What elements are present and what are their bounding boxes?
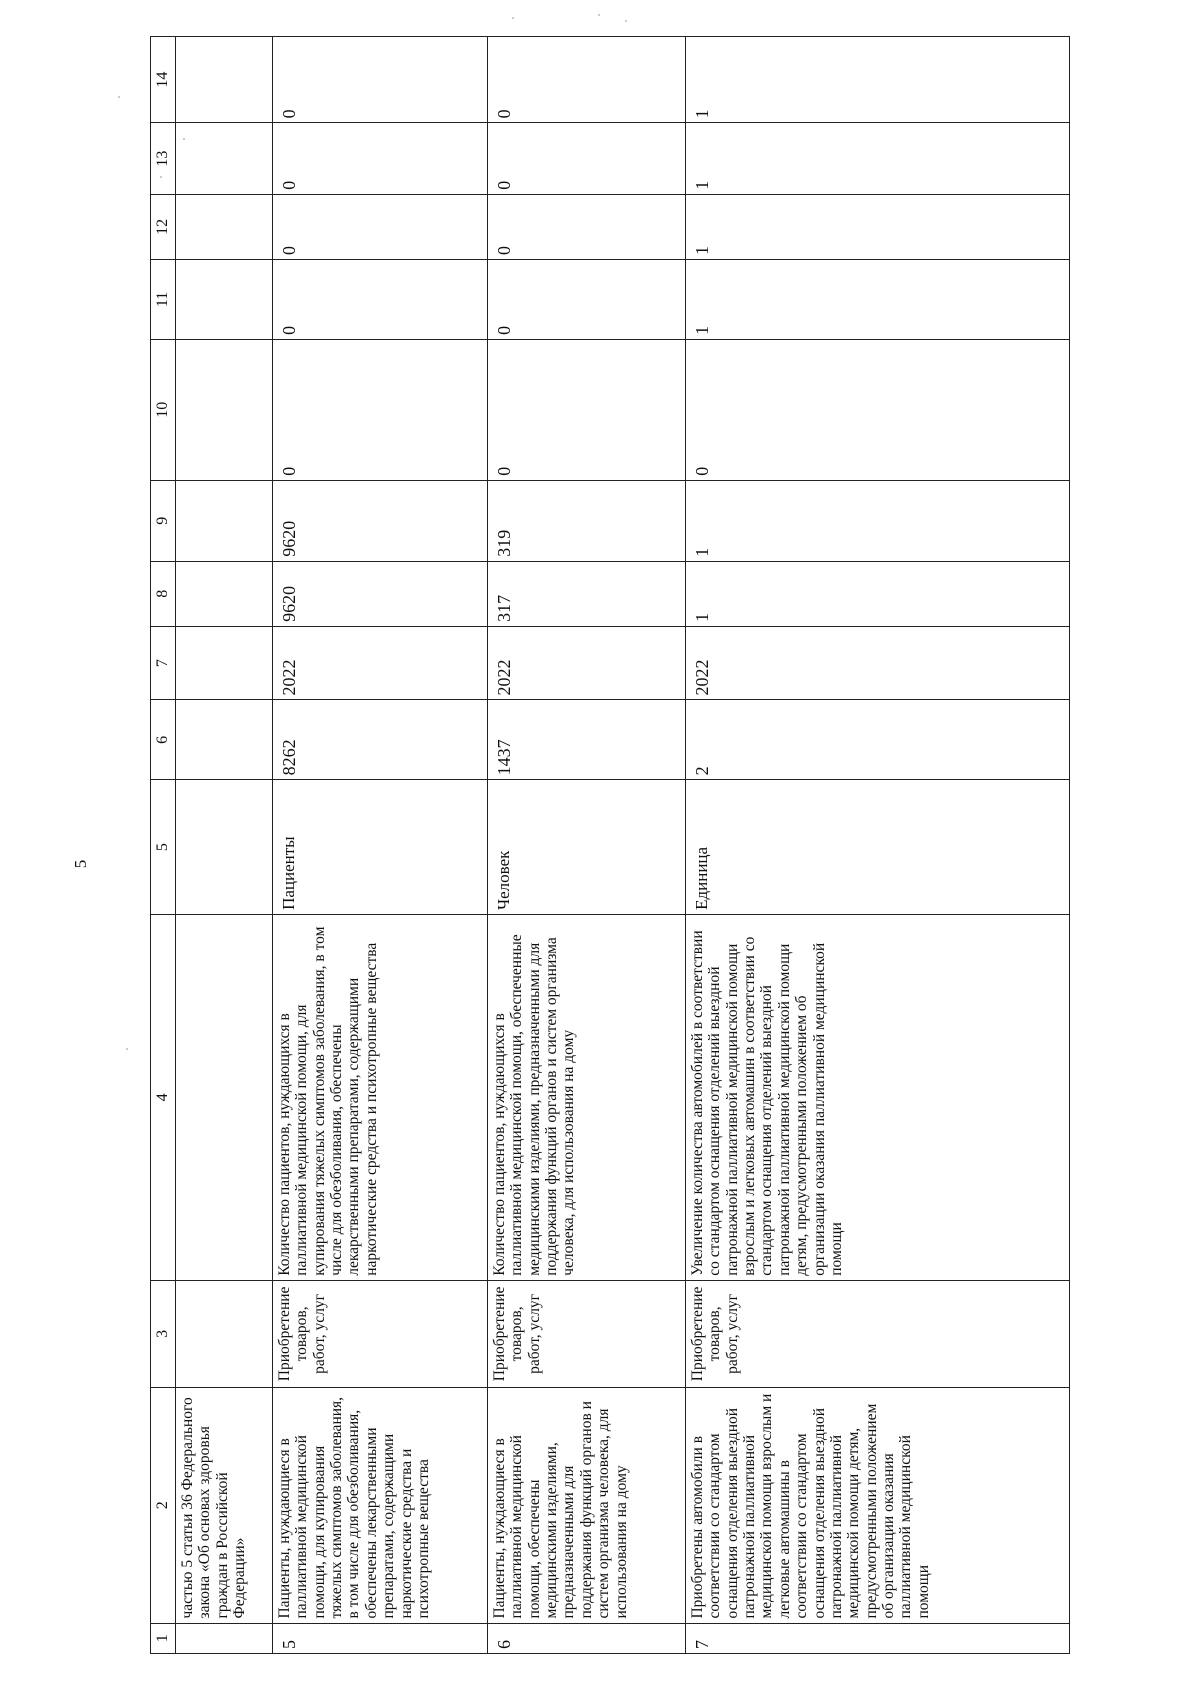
- scan-speck: [126, 1048, 128, 1050]
- header-col-11: 11: [151, 259, 176, 339]
- value-col-8: 9620: [273, 561, 488, 626]
- row-number: 5: [273, 1623, 488, 1653]
- indicators-table: [150, 36, 1070, 1654]
- cell-empty: [176, 37, 273, 123]
- table-row: [686, 37, 1070, 1654]
- cell-empty: [176, 780, 273, 915]
- scan-speck: [512, 17, 514, 19]
- header-col-14: 14: [151, 37, 176, 123]
- header-col-9: 9: [151, 480, 176, 561]
- unit-cell: Человек: [488, 780, 686, 915]
- value-col-8: 317: [488, 561, 686, 626]
- header-col-13: 13: [151, 123, 176, 194]
- table-row: [488, 37, 686, 1654]
- value-col-12: 0: [273, 194, 488, 259]
- value-col-10: 0: [488, 339, 686, 480]
- type-cell: Приобретение товаров, работ, услуг: [273, 1280, 488, 1387]
- header-col-6: 6: [151, 700, 176, 780]
- header-col-2: 2: [151, 1388, 176, 1624]
- cell-empty: [176, 194, 273, 259]
- cell-empty: [176, 339, 273, 480]
- indicator-cell: Количество пациентов, нуждающихся в паллиативной медицинской помощи, обеспеченные медицинскими изделиями, предназначенными для поддержания функций органов и систем организма человека, для использования на дому: [488, 914, 686, 1280]
- result-cell: Приобретены автомобили в соответствии со стандартом оснащения отделения выездной патронажной паллиативной медицинской помощи взрослым и легковые автомашины в соответствии со стандартом оснащения отделения выездной патронажной паллиативной медицинской помощи детям, предусмотренными положением об организации оказания паллиативной медицинской помощи: [686, 1388, 1070, 1624]
- header-col-7: 7: [151, 626, 176, 700]
- base-value-cell: 2: [686, 700, 1070, 780]
- unit-cell: Пациенты: [273, 780, 488, 915]
- value-col-14: 0: [273, 37, 488, 123]
- value-col-14: 1: [686, 37, 1070, 123]
- value-col-11: 0: [273, 259, 488, 339]
- header-col-3: 3: [151, 1280, 176, 1387]
- base-year-cell: 2022: [488, 626, 686, 700]
- row-number: 6: [488, 1623, 686, 1653]
- value-col-13: 0: [273, 123, 488, 194]
- value-col-13: 0: [488, 123, 686, 194]
- header-col-4: 4: [151, 914, 176, 1280]
- cell-empty: [176, 561, 273, 626]
- type-cell: Приобретение товаров, работ, услуг: [488, 1280, 686, 1387]
- cell-empty: [176, 700, 273, 780]
- base-year-cell: 2022: [686, 626, 1070, 700]
- header-col-12: 12: [151, 194, 176, 259]
- header-col-1: 1: [151, 1623, 176, 1653]
- cell-empty: [176, 1623, 273, 1653]
- result-cell: Пациенты, нуждающиеся в паллиативной медицинской помощи, для купирования тяжелых симптомов заболевания, в том числе для обезболивания, обеспечены лекарственными препаратами, содержащими наркотические средства и психотропные вещества: [273, 1388, 488, 1624]
- cell-empty: [176, 626, 273, 700]
- value-col-9: 9620: [273, 480, 488, 561]
- scan-speck: [625, 20, 627, 22]
- header-col-5: 5: [151, 780, 176, 915]
- unit-cell: Единица: [686, 780, 1070, 915]
- value-col-10: 0: [686, 339, 1070, 480]
- row-number: 7: [686, 1623, 1070, 1653]
- cell-empty: [176, 480, 273, 561]
- value-col-13: 1: [686, 123, 1070, 194]
- rotated-table-wrapper: [150, 36, 1070, 1654]
- indicator-cell: Количество пациентов, нуждающихся в паллиативной медицинской помощи, для купирования тяжелых симптомов заболевания, в том числе для обезболивания, обеспечены лекарственными препаратами, содержащими наркотические средства и психотропные вещества: [273, 914, 488, 1280]
- value-col-14: 0: [488, 37, 686, 123]
- cell-empty: [176, 259, 273, 339]
- value-col-11: 0: [488, 259, 686, 339]
- table-row: [273, 37, 488, 1654]
- value-col-9: 319: [488, 480, 686, 561]
- indicator-cell: Увеличение количества автомобилей в соответствии со стандартом оснащения отделений выездной патронажной паллиативной медицинской помощи взрослым и легковых автомашин в соответствии со стандартом оснащения отделений выездной патронажной паллиативной медицинской помощи детям, предусмотренными положением об организации оказания паллиативной медицинской помощи: [686, 914, 1070, 1280]
- value-col-12: 0: [488, 194, 686, 259]
- continuation-text: частью 5 статьи 36 Федерального закона «Об основах здоровья граждан в Российской Федерации»: [176, 1388, 273, 1624]
- base-value-cell: 1437: [488, 700, 686, 780]
- value-col-8: 1: [686, 561, 1070, 626]
- base-value-cell: 8262: [273, 700, 488, 780]
- value-col-9: 1: [686, 480, 1070, 561]
- page-number: 5: [71, 859, 90, 869]
- value-col-11: 1: [686, 259, 1070, 339]
- header-col-10: 10: [151, 339, 176, 480]
- value-col-12: 1: [686, 194, 1070, 259]
- cell-empty: [176, 914, 273, 1280]
- header-row: [151, 37, 176, 1654]
- base-year-cell: 2022: [273, 626, 488, 700]
- type-cell: Приобретение товаров, работ, услуг: [686, 1280, 1070, 1387]
- result-cell: Пациенты, нуждающиеся в паллиативной медицинской помощи, обеспечены медицинскими изделиями, предназначенными для поддержания функций органов и систем организма человека, для использования на дому: [488, 1388, 686, 1624]
- cell-empty: [176, 1280, 273, 1387]
- scan-speck: [118, 96, 120, 98]
- scan-speck: [598, 14, 600, 16]
- continuation-row: [176, 37, 273, 1654]
- cell-empty: [176, 123, 273, 194]
- header-col-8: 8: [151, 561, 176, 626]
- value-col-10: 0: [273, 339, 488, 480]
